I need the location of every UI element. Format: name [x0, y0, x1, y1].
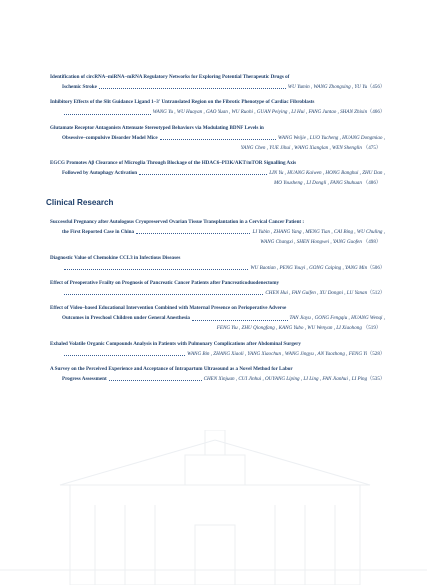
leader-dots	[139, 174, 267, 175]
leader-dots	[192, 320, 288, 321]
entry-title: Successful Pregnancy after Autologous Cryopreserved Ovarian Tissue Transplantation in a Cervical Cancer Patient :	[50, 219, 305, 226]
toc-content	[46, 72, 385, 390]
entry-authors: CHEN Hui , FAN Guifen , XU Dongni , LU Yanan	[265, 289, 368, 296]
entry-title: Inhibitory Effects of the Slit Guidance Ligand 1–3' Untranslated Region on the Fibrotic Phenotype of Cardiac Fibroblasts	[50, 99, 315, 106]
entry-page: （528）	[367, 350, 385, 357]
entry-title: Effect of Video–based Educational Intervention Combined with Maternal Presence on Perioperative Adverse	[50, 305, 287, 312]
entry-title-cont: Followed by Autophagy Activation	[62, 170, 138, 177]
entry-title-cont: Ischemic Stroke	[62, 84, 97, 90]
entry-title: Exhaled Volatile Organic Compounds Analysis in Patients with Pulmonary Complications after Abdominal Surgery	[50, 340, 301, 347]
entry-page: （456）	[367, 84, 385, 90]
toc-entry[interactable]	[50, 158, 385, 188]
entry-title: Glutamate Receptor Antagonists Attenuate Stereotyped Behaviors via Modulating BDNF Levels in	[50, 124, 264, 131]
entry-title: Identification of circRNA–miRNA–mRNA Regulatory Networks for Exploring Potential Therapeutic Drugs of	[50, 74, 290, 80]
entry-page: （535）	[367, 376, 385, 383]
toc-entry[interactable]	[50, 303, 385, 333]
entry-page: （498）	[363, 239, 381, 246]
entry-title: EGCG Promotes Aβ Clearance of Microglia Through Blockage of the HDAC6–PI3K/AKT/mTOR Signalling Axis	[50, 160, 297, 167]
entry-page: （506）	[367, 264, 385, 271]
leader-dots	[64, 114, 151, 115]
toc-entry[interactable]	[50, 97, 385, 117]
entry-authors: WANG Bin , ZHANG Xiaoli , YANG Xiaochun , WANG Jingyu , AN Yaozhong , FENG Yi	[187, 350, 368, 357]
entry-authors: CHEN Xinjuan , CUI Jinhui , OUYANG Liping , LI Ling , FAN Jianhui , LI Ping	[203, 376, 368, 383]
entry-authors: LIN Yu , HUANG Kaiwen , HONG Banghui , ZHU Dan ,	[269, 170, 385, 177]
entry-authors: TAN Jiayu , GONG Fengqiu , HUANG Wenqi ,	[289, 315, 385, 322]
leader-dots	[136, 233, 250, 234]
leader-dots	[160, 139, 276, 140]
entry-authors: LI Yubin , ZHANG Yang , MENG Tian , CAI Bing , WU Chuling ,	[252, 229, 385, 236]
toc-entry[interactable]	[50, 339, 385, 359]
building-watermark	[0, 430, 427, 585]
entry-page: （512）	[367, 289, 385, 296]
toc-entry[interactable]	[50, 253, 385, 273]
entry-title: Effect of Preoperative Frailty on Prognosis of Pancreatic Cancer Patients after Pancreaticoduodenectomy	[50, 279, 280, 286]
entry-title-cont: Outcomes in Preschool Children under General Anesthesia	[62, 315, 190, 322]
entry-authors-cont: FENG Yiu , ZHU Qiongfang , KANG Yubo , WU Wenyan , LI Xiaohong	[216, 325, 362, 332]
leader-dots	[99, 88, 286, 89]
entry-authors-cont: MO Yousheng , LI Dongli , FANG Shuhuan	[274, 180, 362, 187]
entry-authors: WU Yumin , WANG Zhongxing , YU Yu	[287, 84, 368, 90]
entry-title: Diagnostic Value of Chemokine CCL3 in Infectious Diseases	[50, 254, 181, 261]
entry-page: （466）	[367, 109, 385, 116]
leader-dots	[64, 294, 263, 295]
leader-dots	[64, 269, 248, 270]
entry-title: A Survey on the Perceived Experience and Acceptance of Intrapartum Ultrasound as a Novel Method for Labor	[50, 366, 293, 373]
leader-dots	[109, 380, 202, 381]
entry-authors: WANG Weijie , LUO Yucheng , HUANG Dongmiao ,	[278, 134, 385, 141]
toc-entry[interactable]	[50, 364, 385, 384]
toc-entry[interactable]	[50, 72, 385, 92]
entry-authors-cont: YANG Chen , YUE Jihui , WANG Xianglan , WEN Shenglin	[240, 144, 362, 151]
entry-authors: WU Baotian , PENG Youyi , GONG Caiping , YANG Min	[250, 264, 368, 271]
entry-title-cont: Obsessive–compulsive Disorder Model Mice	[62, 134, 158, 141]
entry-page: （519）	[363, 325, 381, 332]
leader-dots	[64, 355, 185, 356]
toc-entry[interactable]	[50, 278, 385, 298]
entry-authors-cont: WANG Changxi , SHEN Hongwei , YANG Guofen	[260, 239, 362, 246]
entry-title-cont: Progress Assessment	[62, 376, 107, 383]
entry-title-cont: the First Reported Case in China	[62, 229, 135, 236]
toc-entry[interactable]	[50, 217, 385, 247]
section-heading: Clinical Research	[46, 198, 114, 208]
entry-authors: WANG Yu , WU Huayan , GAO Yuan , WU Ruohi , GUAN Peiying , LI Hui , FANG Juntao , SHAN Zhixin	[152, 109, 368, 116]
toc-entry[interactable]	[50, 123, 385, 153]
entry-page: （486）	[363, 180, 381, 187]
entry-page: （475）	[363, 144, 381, 151]
